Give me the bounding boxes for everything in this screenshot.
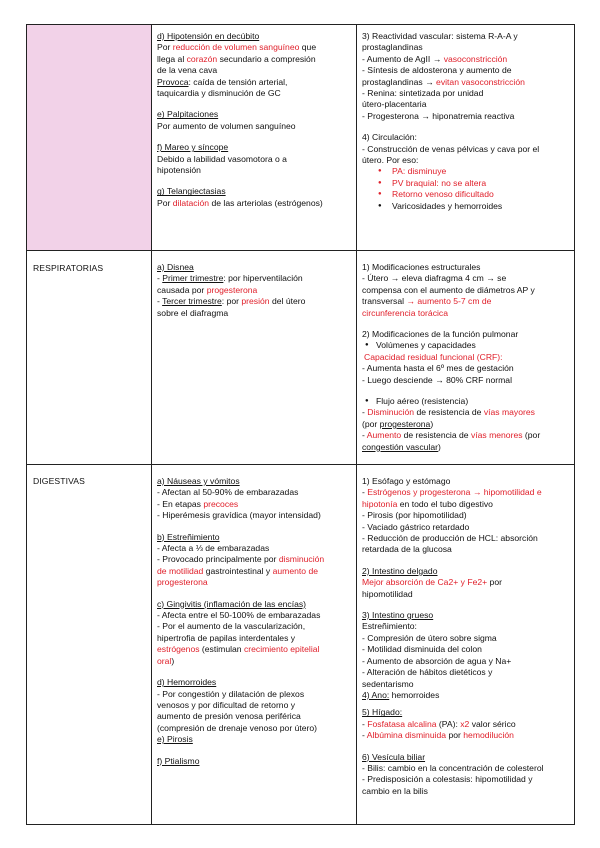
text-line: - Útero → eleva diafragma 4 cm → se [362,273,507,284]
resp-symptoms-cell [157,262,353,319]
section-title: 4) Circulación: [362,132,417,143]
section-title: 2) Intestino delgado [362,565,438,576]
section-title: d) Hemorroides [157,677,217,688]
section-title: 5) Hígado: [362,707,403,718]
section-title: f) Mareo y síncope [157,142,229,153]
text-line: hipomotilidad [362,588,413,599]
cardio-symptoms-cell [157,31,353,209]
text-line: - Fosfatasa alcalina (PA): x2 valor sérico [362,718,516,729]
text-line: - Vaciado gástrico retardado [362,521,470,532]
section-title: c) Gingivitis (inflamación de las encías) [157,598,307,609]
category-label-respiratorias: RESPIRATORIAS [33,263,104,273]
text-line: - Afecta a ⅓ de embarazadas [157,543,270,554]
text-line: - Predisposición a colestasis: hipomotilidad y [362,774,533,785]
category-cell-shaded [27,25,151,250]
text-line: - Aumenta hasta el 6º mes de gestación [362,363,514,374]
bullet-item: ● Volúmenes y capacidades [362,340,572,351]
digestive-physiology-cell [362,476,572,797]
bullet-item: ● PA: disminuye [362,166,572,177]
text-line: - Albúmina disminuida por hemodilución [362,730,514,741]
text-line: estrógenos (estimulan crecimiento epitelial [157,644,320,655]
text-line: venosos y por dificultad de retorno y [157,699,296,710]
text-line: - Pirosis (por hipomotilidad) [362,510,467,521]
text-line: - Bilis: cambio en la concentración de colesterol [362,762,544,773]
text-line: - Síntesis de aldosterona y aumento de [362,65,512,76]
text-line: - Provocado principalmente por disminución [157,554,325,565]
section-title: 6) Vesícula biliar [362,751,426,762]
resp-physiology-cell [362,262,572,453]
bullet-item: ● Varicosidades y hemorroides [362,201,572,212]
text-line: Debido a labilidad vasomotora o a [157,153,287,164]
section-title: a) Disnea [157,262,194,272]
text-line: circunferencia torácica [362,307,448,318]
text-line: hipertrofia de papilas interdentales y [157,632,296,643]
text-line: hipotensión [157,165,201,176]
text-line: causada por progesterona [157,284,258,295]
text-line: Capacidad residual funcional (CRF): [364,351,503,362]
section-title: e) Palpitaciones [157,109,219,120]
section-title: prostaglandinas [362,42,423,53]
text-line: Por aumento de volumen sanguíneo [157,120,296,131]
text-line: útero-placentaria [362,99,427,110]
text-line: - Construcción de venas pélvicas y cava por el [362,143,540,154]
section-title: e) Pirosis [157,734,193,745]
text-line: congestión vascular) [362,441,441,452]
content-table [26,24,575,825]
text-line: de la vena cava [157,65,218,76]
text-line: oral) [157,655,175,666]
row-divider-2 [27,464,574,465]
text-line: - Motilidad disminuida del colon [362,644,482,655]
text-line: cambio en la bilis [362,785,428,796]
section-title: 3) Intestino grueso [362,610,434,621]
section-title: b) Estreñimiento [157,531,220,542]
section-title: 4) Ano: hemorroides [362,689,440,700]
text-line: - Luego desciende → 80% CRF normal [362,374,512,385]
text-line: Mejor absorción de Ca2+ y Fe2+ por [362,577,502,588]
text-line: hipotonía en todo el tubo digestivo [362,498,493,509]
digestive-symptoms-cell [157,476,353,767]
text-line: compensa con el aumento de diámetros AP y [362,284,535,295]
text-line: aumento de presión venosa periférica [157,711,301,722]
cardio-physiology-cell [362,31,572,212]
text-line: Provoca: caída de tensión arterial, [157,76,288,87]
text-line: (por progesterona) [362,418,434,429]
text-line: prostaglandinas → evitan vasoconstricción [362,76,525,87]
text-line: - En etapas precoces [157,498,239,509]
text-line: retardada de la glucosa [362,544,452,555]
text-line: - Disminución de resistencia de vías mayores [362,407,535,418]
text-line: - Renina: sintetizada por unidad [362,88,484,99]
text-line: de motilidad gastrointestinal y aumento de [157,565,318,576]
text-line: (compresión de drenaje venoso por útero) [157,722,318,733]
column-divider-1 [151,25,152,824]
text-line: - Estrógenos y progesterona → hipomotilidad e [362,487,542,498]
section-title: a) Náuseas y vómitos [157,476,240,486]
text-line: Por reducción de volumen sanguíneo que [157,42,317,53]
text-line: Estreñimiento: [362,621,417,632]
text-line: - Por congestión y dilatación de plexos [157,688,305,699]
text-line: - Hiperémesis gravídica (mayor intensidad) [157,510,321,521]
text-line: Por dilatación de las arteriolas (estrógenos) [157,197,323,208]
row-divider-1 [27,250,574,251]
text-line: - Compresión de útero sobre sigma [362,632,497,643]
column-divider-2 [356,25,357,824]
text-line: - Primer trimestre: por hiperventilación [157,273,303,284]
bullet-item: ● Retorno venoso dificultado [362,189,572,200]
section-title: 1) Esófago y estómago [362,476,451,486]
text-line: llega al corazón secundario a compresión [157,53,316,64]
section-title: d) Hipotensión en decúbito [157,31,260,41]
bullet-item: ● Flujo aéreo (resistencia) [362,396,572,407]
text-line: transversal → aumento 5-7 cm de [362,296,492,307]
section-title: g) Telangiectasias [157,186,226,197]
text-line: progesterona [157,577,208,588]
text-line: - Afectan al 50-90% de embarazadas [157,487,299,498]
section-title: f) Ptialismo [157,755,200,766]
text-line: - Reducción de producción de HCL: absorción [362,533,538,544]
text-line: sobre el diafragma [157,307,229,318]
section-title: 2) Modificaciones de la función pulmonar [362,329,519,340]
text-line: taquicardia y disminución de GC [157,88,281,99]
text-line: - Alteración de hábitos dietéticos y [362,667,493,678]
text-line: - Progesterona → hiponatremia reactiva [362,110,515,121]
text-line: - Aumento de AgII → vasoconstricción [362,53,508,64]
text-line: sedentarismo [362,678,414,689]
category-label-digestivas: DIGESTIVAS [33,476,85,486]
text-line: - Aumento de absorción de agua y Na+ [362,655,512,666]
section-title: 3) Reactividad vascular: sistema R-A-A y [362,31,518,41]
text-line: - Afecta entre el 50-100% de embarazadas [157,610,321,621]
bullet-item: ● PV braquial: no se altera [362,178,572,189]
section-title: 1) Modificaciones estructurales [362,262,481,272]
text-line: útero. Por eso: [362,155,419,166]
text-line: - Por el aumento de la vascularización, [157,621,306,632]
text-line: - Aumento de resistencia de vías menores (por [362,430,541,441]
text-line: - Tercer trimestre: por presión del útero [157,296,306,307]
